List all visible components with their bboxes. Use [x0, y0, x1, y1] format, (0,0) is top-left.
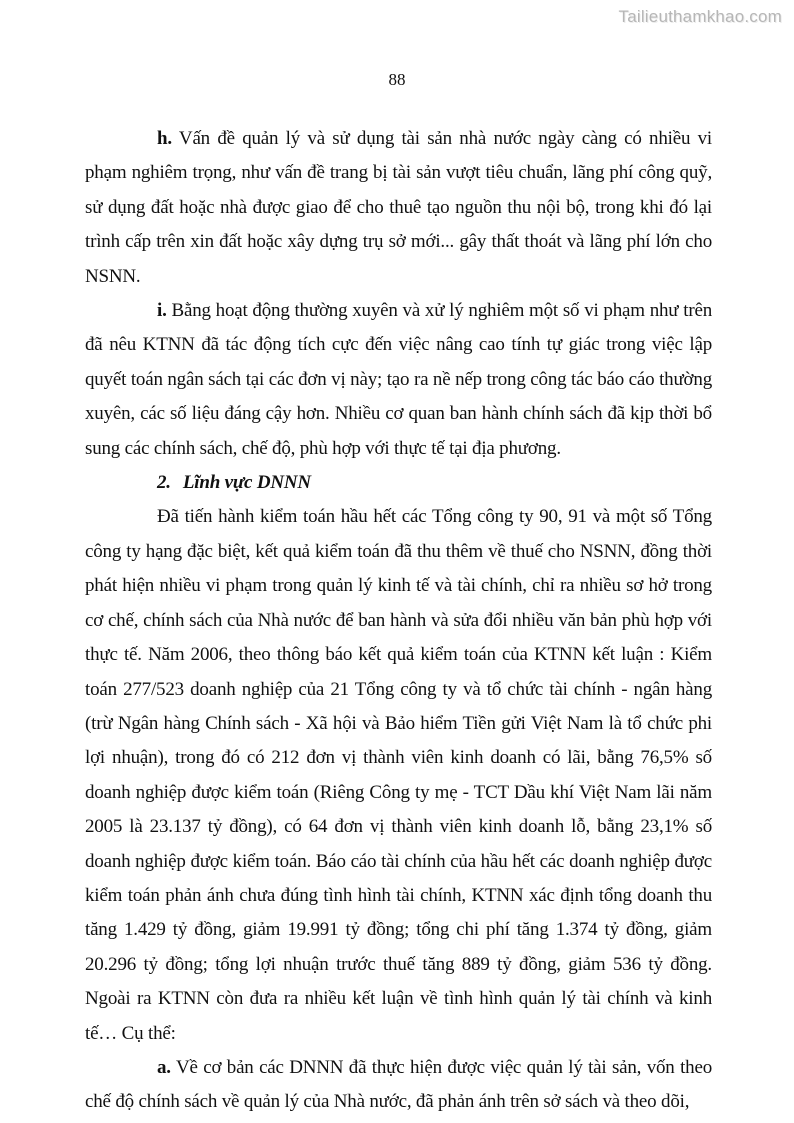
paragraph-a	[85, 1051, 712, 1120]
page-number: 88	[388, 70, 406, 89]
paragraph-h	[85, 122, 712, 294]
paragraph-a-lead: a.	[157, 1056, 171, 1078]
page-body	[85, 122, 712, 1120]
paragraph-i-lead: i.	[157, 300, 167, 322]
paragraph-i-text: Bằng hoạt động thường xuyên và xử lý nghiêm một số vi phạm như trên đã nêu KTNN đã tác động tích cực đến việc nâng cao tính tự giác trong việc lập quyết toán ngân sách tại các đơn vị này; tạo ra nề nếp trong công tác báo cáo thường xuyên, các số liệu đáng cậy hơn. Nhiều cơ quan ban hành chính sách đã kịp thời bổ sung các chính sách, chế độ, phù hợp với thực tế tại địa phương.	[85, 300, 712, 459]
section-heading-number: 2.	[157, 472, 171, 494]
paragraph-main: Đã tiến hành kiểm toán hầu hết các Tổng công ty 90, 91 và một số Tổng công ty hạng đặc biệt, kết quả kiểm toán đã thu thêm về thuế cho NSNN, đồng thời phát hiện nhiều vi phạm trong quản lý kinh tế và tài chính, chỉ ra nhiều sơ hở trong cơ chế, chính sách của Nhà nước để ban hành và sửa đổi nhiều văn bản phù hợp với thực tế. Năm 2006, theo thông báo kết quả kiểm toán của KTNN kết luận : Kiểm toán 277/523 doanh nghiệp của 21 Tổng công ty và tổ chức tài chính - ngân hàng (trừ Ngân hàng Chính sách - Xã hội và Bảo hiểm Tiền gửi Việt Nam là tổ chức phi lợi nhuận), trong đó có 212 đơn vị thành viên kinh doanh có lãi, bằng 76,5% số doanh nghiệp được kiểm toán (Riêng Công ty mẹ - TCT Dầu khí Việt Nam lãi năm 2005 là 23.137 tỷ đồng), có 64 đơn vị thành viên kinh doanh lỗ, bằng 23,1% số doanh nghiệp được kiểm toán. Báo cáo tài chính của hầu hết các doanh nghiệp được kiểm toán phản ánh chưa đúng tình hình tài chính, KTNN xác định tổng doanh thu tăng 1.429 tỷ đồng, giảm 19.991 tỷ đồng; tổng chi phí tăng 1.374 tỷ đồng, giảm 20.296 tỷ đồng; tổng lợi nhuận trước thuế tăng 889 tỷ đồng, giảm 536 tỷ đồng. Ngoài ra KTNN còn đưa ra nhiều kết luận về tình hình quản lý tài chính và kinh tế… Cụ thể:	[85, 506, 712, 1044]
section-heading	[85, 466, 712, 500]
paragraph-i	[85, 294, 712, 466]
watermark: Tailieuthamkhao.com	[618, 7, 782, 26]
section-heading-label: Lĩnh vực DNNN	[182, 472, 311, 494]
paragraph-a-text: Về cơ bản các DNNN đã thực hiện được việc quản lý tài sản, vốn theo chế độ chính sách về quản lý của Nhà nước, đã phản ánh trên sở sách và theo dõi,	[85, 1056, 712, 1113]
paragraph-h-lead: h.	[157, 128, 172, 149]
paragraph-h-text: Vấn đề quản lý và sử dụng tài sản nhà nước ngày càng có nhiều vi phạm nghiêm trọng, như vấn đề trang bị tài sản vượt tiêu chuẩn, lãng phí công quỹ, sử dụng đất hoặc nhà được giao để cho thuê tạo nguồn thu nội bộ, trong khi đó lại trình cấp trên xin đất hoặc xây dựng trụ sở mới... gây thất thoát và lãng phí lớn cho NSNN.	[85, 128, 712, 287]
